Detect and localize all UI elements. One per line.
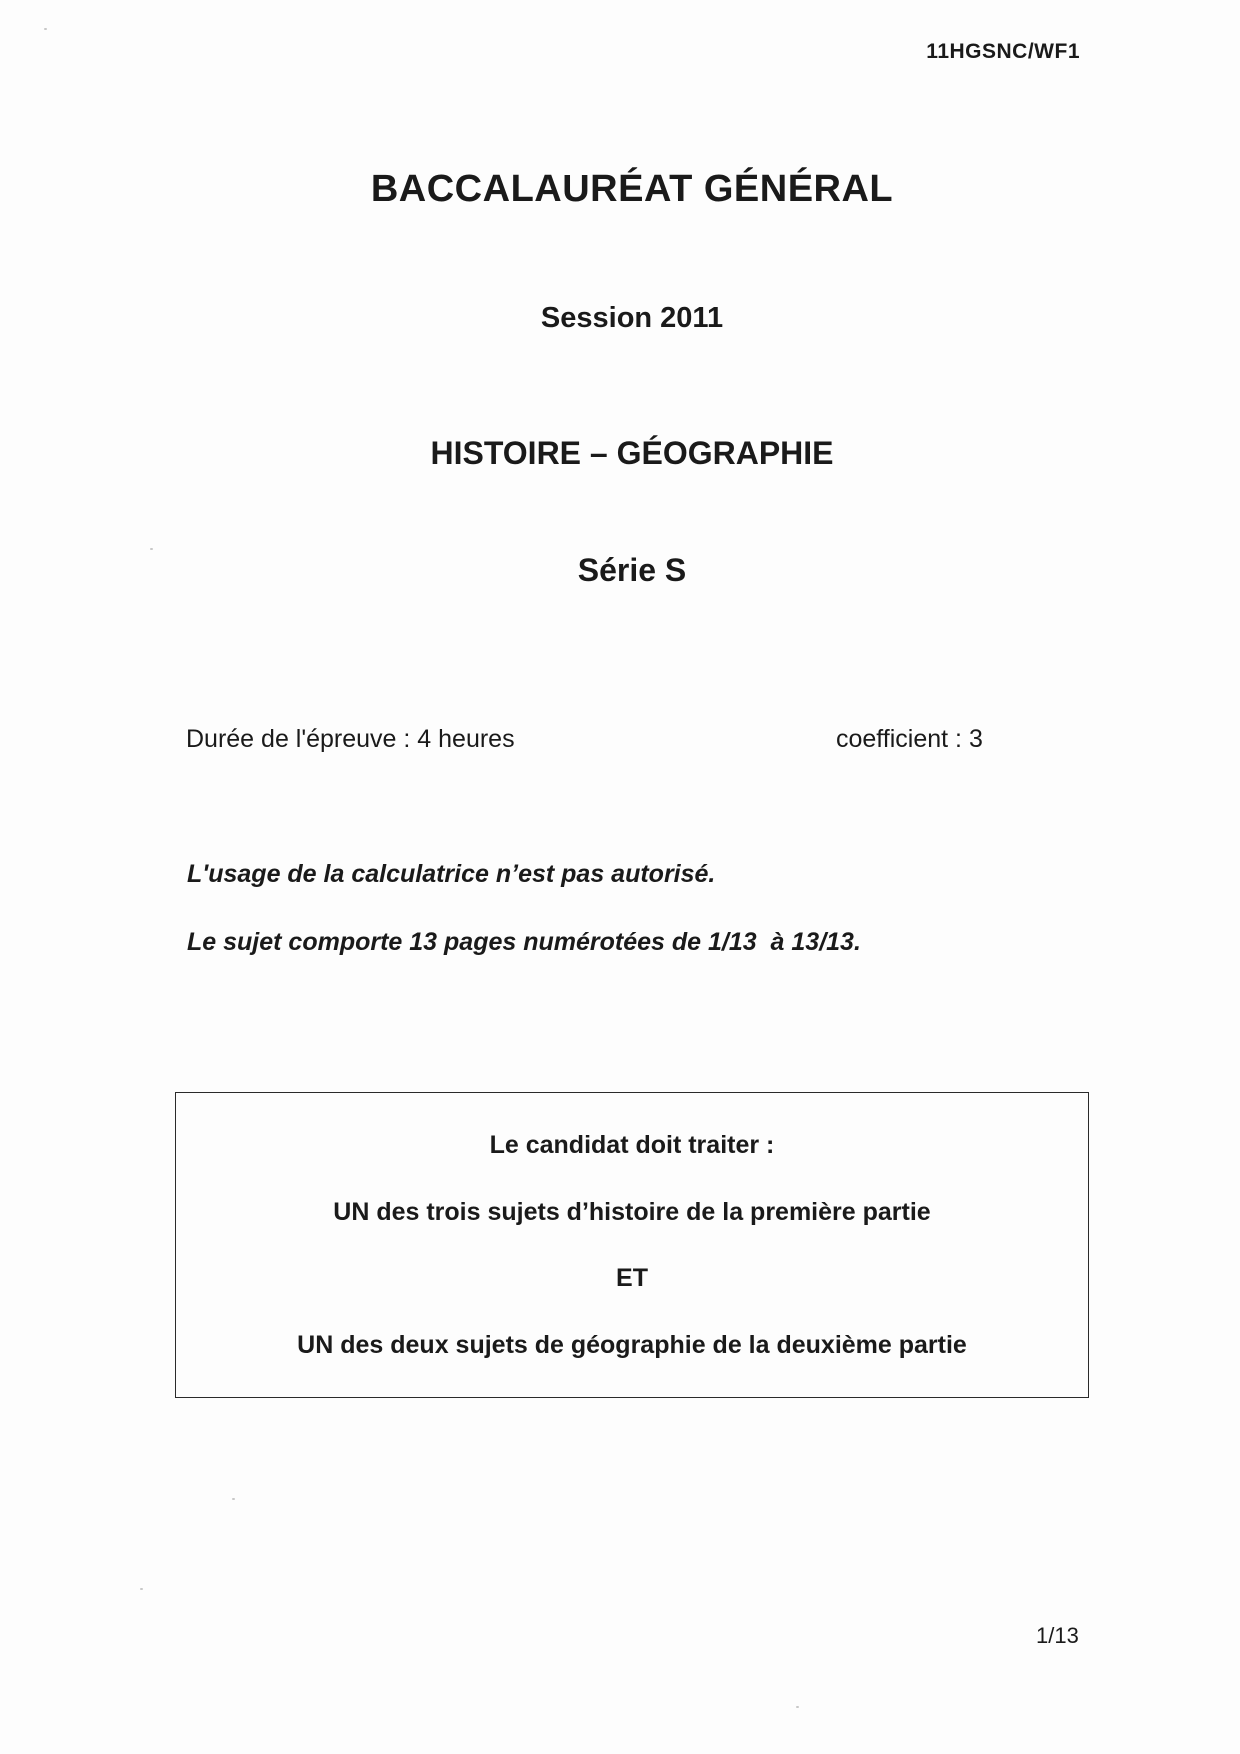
- calculator-notice: L'usage de la calculatrice n’est pas autorisé.: [187, 860, 716, 888]
- page-count-notice: Le sujet comporte 13 pages numérotées de 1/13 à 13/13.: [187, 928, 861, 956]
- scan-speck: [150, 548, 153, 550]
- scan-speck: [140, 1588, 143, 1590]
- session-year: Session 2011: [540, 302, 724, 334]
- subject-title: HISTOIRE – GÉOGRAPHIE: [430, 435, 834, 471]
- page-number: 1/13: [1036, 1623, 1079, 1648]
- exam-duration: Durée de l'épreuve : 4 heures: [186, 725, 515, 753]
- scan-speck: [232, 1498, 235, 1500]
- instructions-connector: ET: [616, 1264, 648, 1292]
- instructions-heading: Le candidat doit traiter :: [489, 1131, 775, 1159]
- scan-speck: [796, 1706, 799, 1708]
- exam-title: BACCALAURÉAT GÉNÉRAL: [370, 168, 894, 210]
- serie-label: Série S: [577, 552, 687, 588]
- document-code: 11HGSNC/WF1: [926, 40, 1080, 63]
- instructions-history-line: UN des trois sujets d’histoire de la première partie: [333, 1198, 931, 1226]
- instructions-box: [175, 1092, 1089, 1398]
- exam-coefficient: coefficient : 3: [836, 725, 983, 753]
- scan-speck: [44, 28, 47, 30]
- instructions-geography-line: UN des deux sujets de géographie de la deuxième partie: [297, 1331, 967, 1359]
